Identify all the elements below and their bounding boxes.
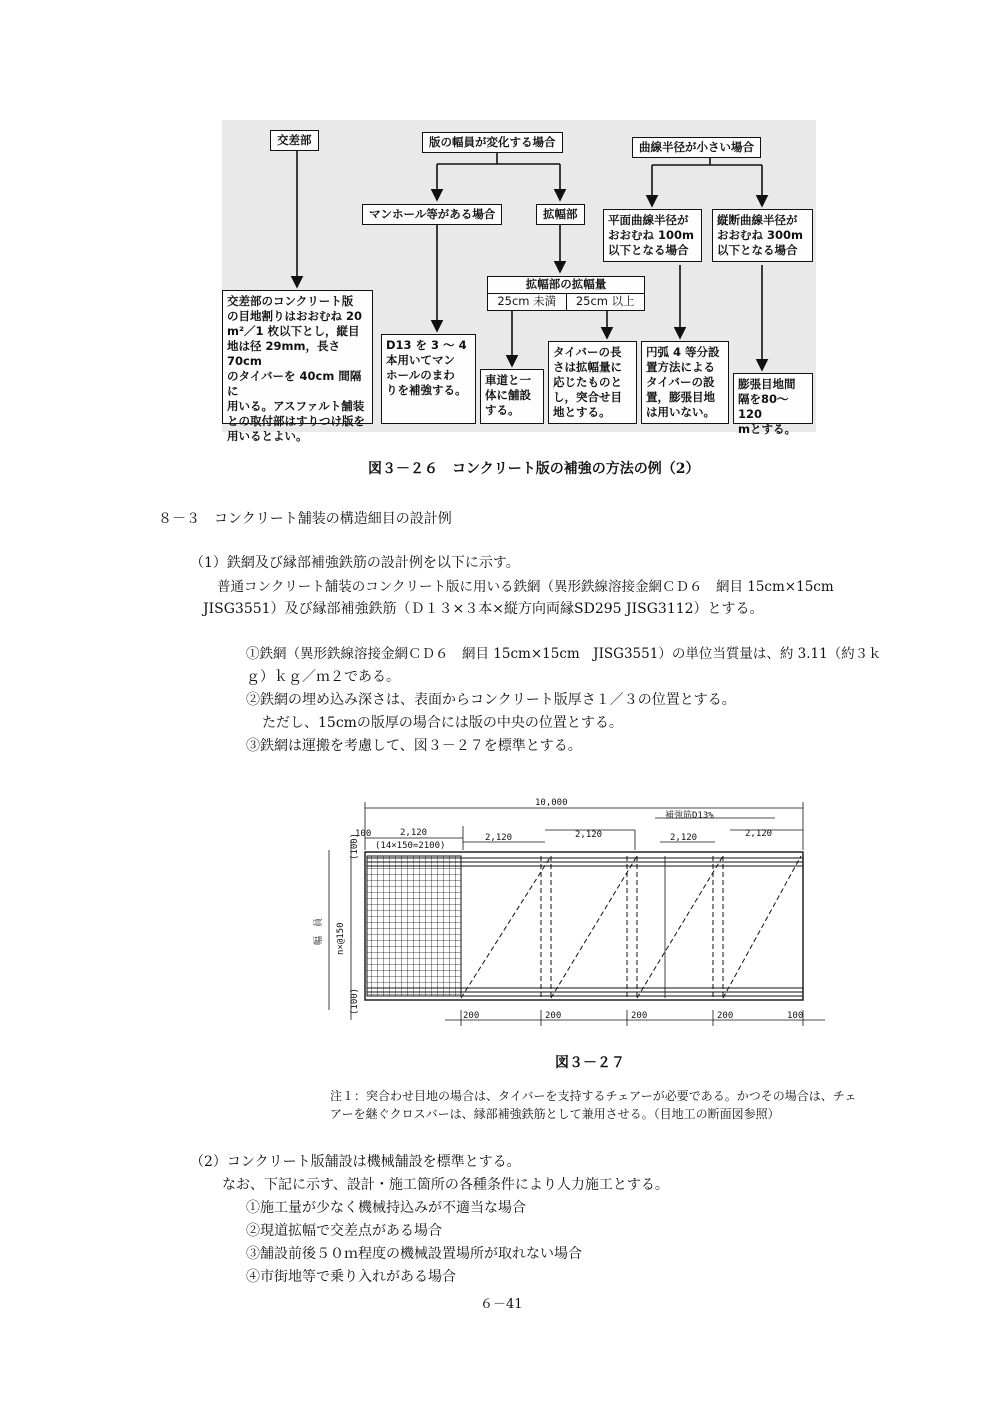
dim-2120-a: 2,120	[400, 828, 428, 838]
dim-2120-b: 2,120	[485, 833, 513, 843]
box-judan-text: 膨張目地間 隔を80～120 mとする。	[733, 373, 813, 424]
p1-item2a: ②鉄網の埋め込み深さは、表面からコンクリート版厚さ１／３の位置とする。	[246, 692, 736, 708]
kakufukuryo-ijo: 25cm 以上	[575, 294, 635, 308]
box-heimen: 平面曲線半径が おおむね 100m 以下となる場合	[603, 209, 702, 262]
figure-3-27-caption: 図３－２７	[555, 1055, 625, 1071]
box-heimen-text: 円弧 4 等分設 置方法による タイバーの設 置，膨張目地 は用いない。	[641, 341, 729, 424]
dim-2120-e: 2,120	[745, 829, 773, 839]
dim-100: 100	[355, 829, 372, 839]
dim-b1: 200	[463, 1011, 480, 1021]
p1-item1a: ①鉄網（異形鉄線溶接金網ＣＤ６ 網目 15cm×15cm JISG3551）の単位当質量は、約 3.11（約３ｋ	[246, 646, 882, 662]
p2-item4: ④市街地等で乗り入れがある場合	[246, 1269, 456, 1285]
p2-item2: ②現道拡幅で交差点がある場合	[246, 1223, 442, 1239]
dim-total: 10,000	[535, 798, 568, 808]
p2-item3: ③舗設前後５０ｍ程度の機械設置場所が取れない場合	[246, 1246, 582, 1262]
p1-line2: JISG3551）及び縁部補強鉄筋（Ｄ１３×３本×縦方向両縁SD295 JISG3112）とする。	[203, 601, 764, 617]
box-kakufuku: 拡幅部	[536, 204, 585, 225]
p2-title: （2）コンクリート版舗設は機械舗設を標準とする。	[190, 1154, 521, 1170]
rebar-label: 補強筋D13%	[665, 811, 714, 821]
dim-b4: 200	[717, 1011, 734, 1021]
box-kakufukuryo	[487, 276, 645, 311]
page-number: ６－41	[480, 1297, 523, 1312]
box-manhole-text: D13 を 3 ～ 4 本用いてマン ホールのまわ りを補強する。	[381, 334, 476, 424]
box-judan: 縦断曲線半径が おおむね 300m 以下となる場合	[712, 209, 813, 262]
dim-2120-d: 2,120	[670, 833, 698, 843]
kakufukuryo-title: 拡幅部の拡幅量	[488, 277, 644, 294]
p1-item2b: ただし、15cmの版厚の場合には版の中央の位置とする。	[262, 715, 623, 731]
kakufukuryo-miman: 25cm 未満	[488, 294, 567, 311]
box-kyokusen: 曲線半径が小さい場合	[632, 137, 761, 158]
box-haba-henka: 版の幅員が変化する場合	[422, 132, 563, 153]
p1-title: （1）鉄網及び縁部補強鉄筋の設計例を以下に示す。	[190, 555, 520, 571]
dim-mesh: (14×150=2100)	[375, 841, 446, 851]
dim-b2: 200	[545, 1011, 562, 1021]
section-heading: ８－３ コンクリート舗装の構造細目の設計例	[158, 511, 452, 527]
figure-3-26	[222, 120, 816, 443]
figure-3-27	[305, 790, 825, 1030]
dim-2120-c: 2,120	[575, 830, 603, 840]
box-miman-text: 車道と一 体に舗設 する。	[480, 369, 544, 424]
box-manhole: マンホール等がある場合	[362, 204, 502, 225]
width-label: 幅 員	[314, 917, 324, 945]
p1-item1b: ｇ）ｋｇ／ｍ２である。	[246, 669, 400, 685]
width-dim: n×@150	[336, 922, 346, 955]
p2-line1: なお、下記に示す、設計・施工箇所の各種条件により人力施工とする。	[222, 1177, 669, 1193]
box-kousa: 交差部	[270, 130, 319, 151]
dim-left-bottom: (100)	[350, 987, 360, 1015]
dim-b5: 100	[787, 1011, 804, 1021]
note-line1: 注１：突合わせ目地の場合は、タイバーを支持するチェアーが必要である。かつその場合は、チェ	[330, 1089, 857, 1103]
figure-3-26-caption: 図３－２６ コンクリート版の補強の方法の例（2）	[368, 461, 700, 477]
p2-item1: ①施工量が少なく機械持込みが不適当な場合	[246, 1200, 526, 1216]
box-ijo-text: タイバーの長 さは拡幅量に 応じたものと し，突合せ目 地とする。	[548, 341, 637, 424]
p1-item3: ③鉄網は運搬を考慮して、図３－２７を標準とする。	[246, 738, 582, 754]
p1-line1: 普通コンクリート舗装のコンクリート版に用いる鉄網（異形鉄線溶接金網ＣＤ６ 網目 15cm×15cm	[217, 579, 834, 595]
note-line2: アーを継ぐクロスバーは、縁部補強鉄筋として兼用させる。（目地工の断面図参照）	[330, 1107, 780, 1121]
dim-left-top: (100)	[350, 832, 360, 860]
box-kousa-text: 交差部のコンクリート版 の目地割りはおおむね 20 m²／1 枚以下とし，縦目 地は径 29mm，長さ 70cm のタイバーを 40cm 間隔に 用いる。アスファルト舗装 との取付部はすりつけ版を 用いるとよい。	[222, 290, 373, 424]
dim-b3: 200	[631, 1011, 648, 1021]
